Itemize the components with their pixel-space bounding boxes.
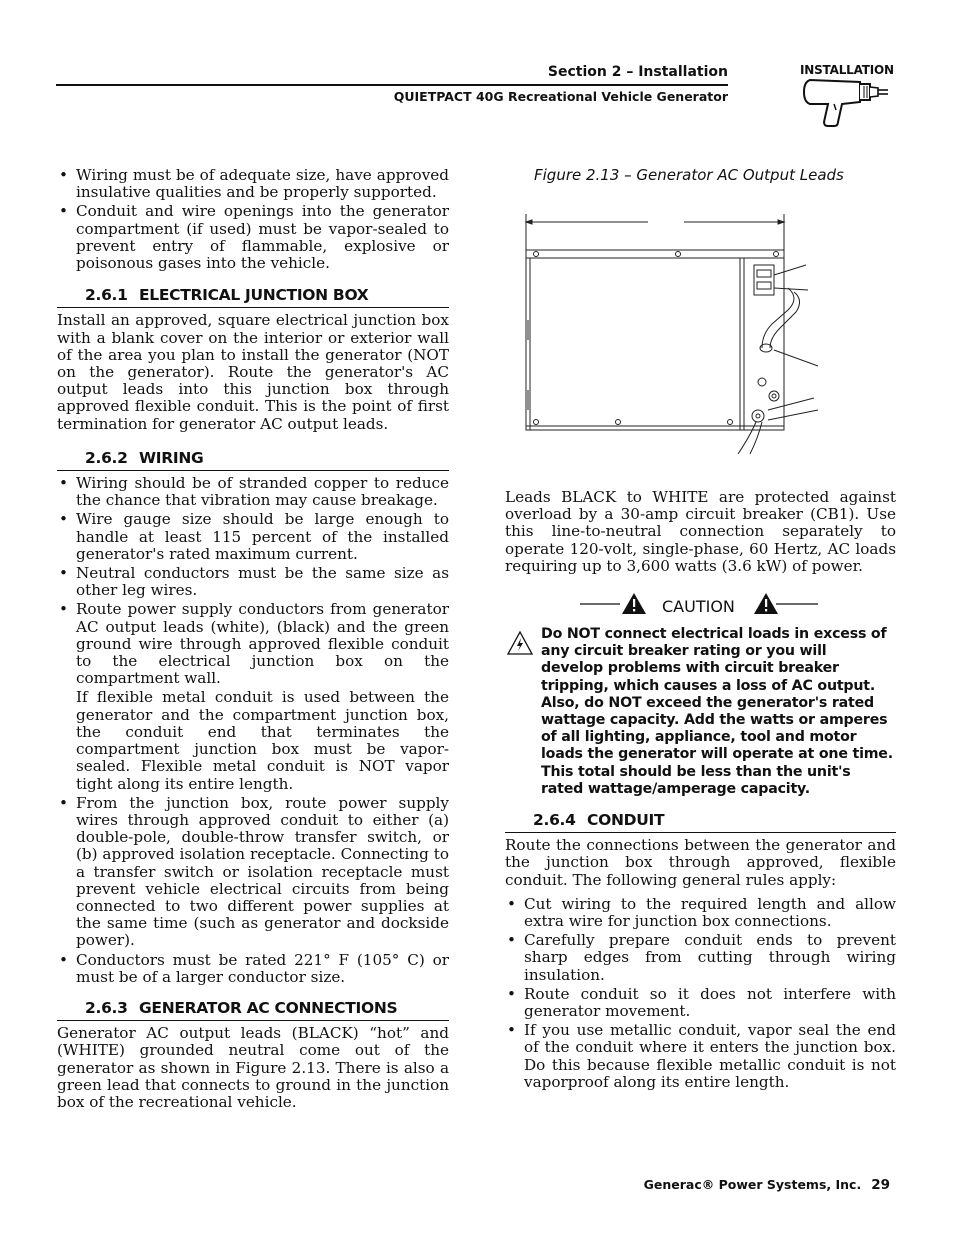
list-item: • Conductors must be rated 221° F (105° C) or must be of a larger conductor size. <box>57 952 449 986</box>
paragraph-ac-connections: Generator AC output leads (BLACK) “hot” and (WHITE) grounded neutral come out of the generator as shown in Figure 2.13. There is also a green lead that connects to ground in the junction box of the recreational vehicle. <box>57 1024 449 1111</box>
wiring-continuation-paragraph: If flexible metal conduit is used between the generator and the compartment junction box, the conduit end that terminates the compartment junction box must be vapor-sealed. Flexible metal conduit is NOT vapor tight along its entire length. <box>76 688 449 793</box>
paragraph-conduit: Route the connections between the generator and the junction box through approved, flexible conduit. The following general rules apply: <box>505 836 896 889</box>
paragraph-leads: Leads BLACK to WHITE are protected against overload by a 30-amp circuit breaker (CB1). Use this line-to-neutral connection separately to operate 120-volt, single-phase, 60 Hertz, AC loads requiring up to 3,600 watts (3.6 kW) of power. <box>505 488 896 575</box>
section-heading-text: WIRING <box>139 448 204 467</box>
installation-tab-label: INSTALLATION <box>800 63 894 77</box>
intro-bullet-list <box>57 167 449 272</box>
conduit-section <box>505 812 896 1093</box>
drill-icon <box>800 74 890 132</box>
manual-title: QUIETPACT 40G Recreational Vehicle Generator <box>393 89 728 104</box>
section-heading-2-6-3 <box>57 1000 449 1021</box>
page-footer <box>644 1177 890 1193</box>
list-item: • Wiring must be of adequate size, have approved insulative qualities and be properly supported. <box>57 167 449 201</box>
section-number: 2.6.3 <box>85 998 128 1017</box>
list-item: • Route power supply conductors from generator AC output leads (white), (black) and the green ground wire through approved flexible conduit to the electrical junction box on the compartment wall. <box>57 601 449 687</box>
list-item: • Carefully prepare conduit ends to prevent sharp edges from cutting through wiring insulation. <box>505 932 896 984</box>
list-item: • Route conduit so it does not interfere with generator movement. <box>505 986 896 1020</box>
wiring-bullet-list-2 <box>57 795 449 986</box>
figure-caption: Figure 2.13 – Generator AC Output Leads <box>534 166 844 184</box>
wiring-bullet-list <box>57 475 449 687</box>
section-heading-text: GENERATOR AC CONNECTIONS <box>139 998 398 1017</box>
section-number: 2.6.4 <box>533 811 576 829</box>
section-heading-text: CONDUIT <box>587 811 665 829</box>
list-item: • If you use metallic conduit, vapor seal the end of the conduit where it enters the junction box. Do this because flexible metallic conduit is not vaporproof along its entire length. <box>505 1022 896 1091</box>
company-name: Generac® Power Systems, Inc. <box>643 1177 862 1192</box>
list-item: • From the junction box, route power supply wires through approved conduit to either (a) double-pole, double-throw transfer switch, or (b) approved isolation receptacle. Connecting to a transfer switch or isolation receptacle must prevent vehicle electrical circuits from being connected to two different power supplies at the same time (such as generator and dockside power). <box>57 795 449 950</box>
section-number: 2.6.1 <box>85 286 128 305</box>
list-item: • Wire gauge size should be large enough to handle at least 115 percent of the installed generator's rated maximum current. <box>57 511 449 563</box>
section-heading-2-6-4 <box>505 812 896 833</box>
list-item: • Neutral conductors must be the same size as other leg wires. <box>57 565 449 599</box>
leads-paragraph-block <box>505 489 896 575</box>
left-column <box>57 167 449 1111</box>
list-item: • Cut wiring to the required length and allow extra wire for junction box connections. <box>505 896 896 930</box>
generator-figure <box>518 210 828 464</box>
electrical-hazard-icon <box>506 630 534 660</box>
section-heading-2-6-1 <box>57 287 449 308</box>
section-heading-2-6-2 <box>57 450 449 471</box>
conduit-bullet-list <box>505 896 896 1091</box>
caution-text: Do NOT connect electrical loads in excess of any circuit breaker rating or you will develop problems with circuit breaker tripping, which causes a loss of AC output. Also, do NOT exceed the generator's rated wattage capacity. Add the watts or amperes of all lighting, appliance, tool and motor loads the generator will operate at one time. This total should be less than the unit's rated wattage/amperage capacity. <box>541 626 893 797</box>
caution-label: CAUTION <box>662 597 735 616</box>
paragraph-junction-box: Install an approved, square electrical junction box with a blank cover on the interior or exterior wall of the area you plan to install the generator (NOT on the generator). Route the generator's AC output leads into this junction box through approved flexible conduit. This is the point of first termination for generator AC output leads. <box>57 311 449 433</box>
list-item: • Conduit and wire openings into the generator compartment (if used) must be vapor-sealed to prevent entry of flammable, explosive or poisonous gases into the vehicle. <box>57 203 449 272</box>
section-title: Section 2 – Installation <box>547 64 728 80</box>
caution-banner <box>580 590 820 620</box>
section-number: 2.6.2 <box>85 448 128 467</box>
page-number: 29 <box>871 1177 890 1193</box>
header-rule <box>56 84 728 86</box>
section-heading-text: ELECTRICAL JUNCTION BOX <box>139 286 369 305</box>
list-item: • Wiring should be of stranded copper to reduce the chance that vibration may cause breakage. <box>57 475 449 509</box>
